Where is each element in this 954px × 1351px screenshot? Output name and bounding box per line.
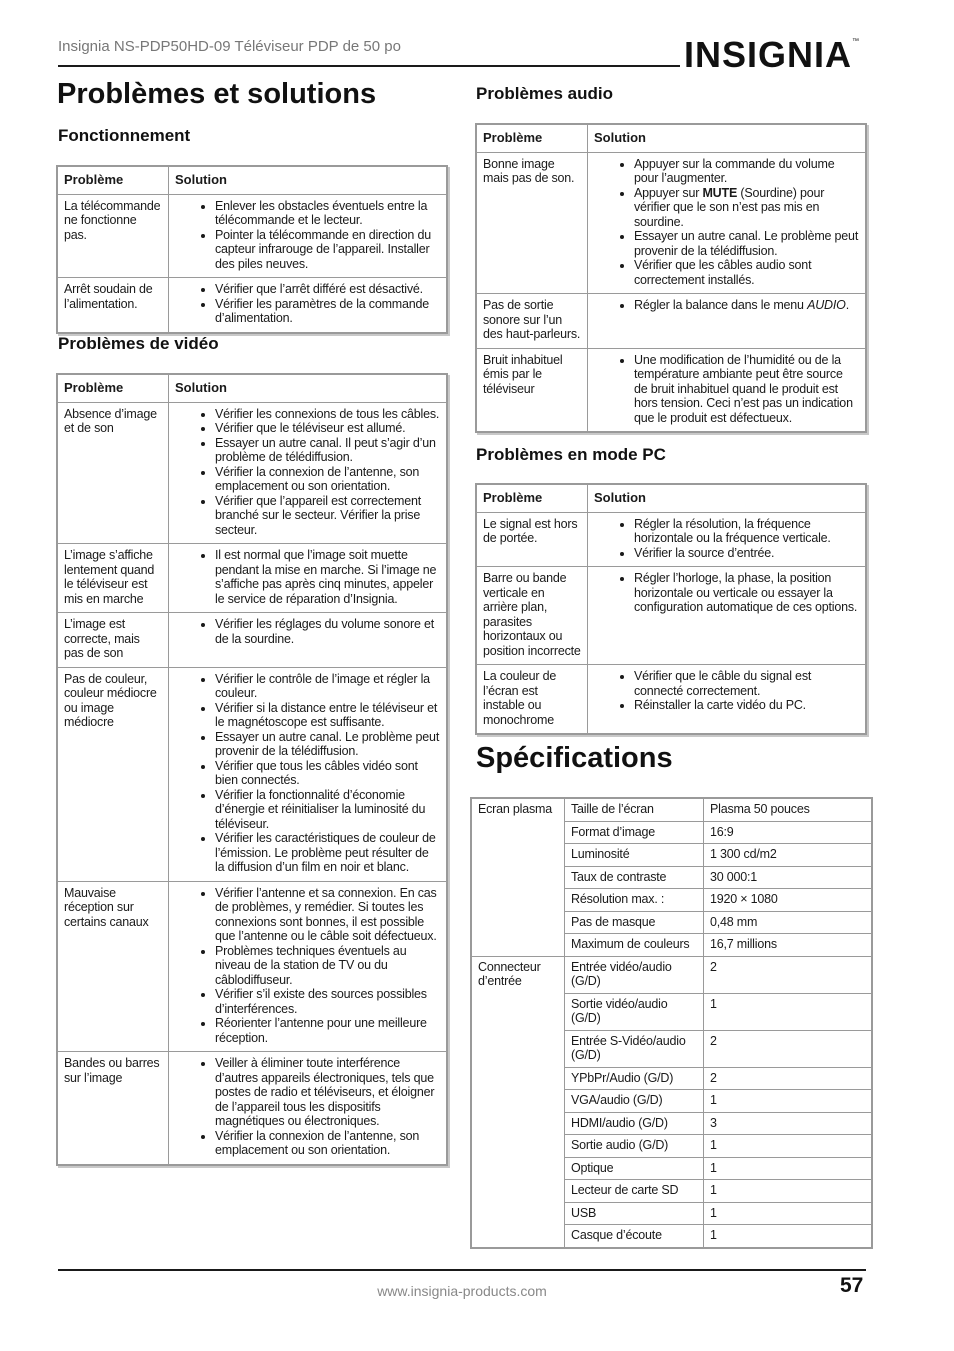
solution-item: • Veiller à éliminer toute interférence d’autres appareils électroniques, tels que postes de radio et téléviseurs, et éloigner de l’appareil tous les dispositifs magnétiques ou électroniques. — [215, 1056, 440, 1129]
solution-item: • Régler la balance dans le menu AUDIO. — [634, 298, 859, 313]
solution-cell — [169, 881, 448, 1052]
table-row — [57, 881, 447, 1052]
solution-item: • Vérifier que l’appareil est correctement branché sur le secteur. Vérifier la prise secteur. — [215, 494, 440, 538]
solution-cell — [169, 402, 448, 544]
solution-list — [594, 353, 859, 426]
spec-label: Sortie audio (G/D) — [565, 1135, 704, 1158]
solution-item: • Vérifier que les câbles audio sont correctement installés. — [634, 258, 859, 287]
spec-label: HDMI/audio (G/D) — [565, 1112, 704, 1135]
table-row — [57, 402, 447, 544]
solution-item: • Essayer un autre canal. Le problème peut provenir de la télédiffusion. — [634, 229, 859, 258]
solution-item: • Vérifier la source d’entrée. — [634, 546, 859, 561]
table-row — [57, 1052, 447, 1165]
solution-cell — [588, 512, 867, 567]
spec-value: 1 — [704, 993, 873, 1030]
spec-label: Lecteur de carte SD — [565, 1180, 704, 1203]
spec-label: Pas de masque — [565, 911, 704, 934]
solution-header: Solution — [588, 124, 867, 152]
trademark-mark: ™ — [852, 38, 861, 45]
solution-item: • Il est normal que l’image soit muette pendant la mise en marche. Si l’image ne s’affiche pas après cinq minutes, appeler le service de réparation d’Insignia. — [215, 548, 440, 606]
table-row — [476, 348, 866, 432]
table-audio — [475, 123, 867, 433]
solution-list — [175, 548, 440, 606]
solution-item: • Vérifier la connexion de l’antenne, son emplacement ou son orientation. — [215, 465, 440, 494]
solution-item: • Vérifier les caractéristiques de couleur de l’émission. Le problème peut résulter de la diffusion d’un film en noir et blanc. — [215, 831, 440, 875]
table-header-row — [476, 124, 866, 152]
spec-value: 3 — [704, 1112, 873, 1135]
table-video — [56, 373, 448, 1166]
page-number: 57 — [840, 1274, 864, 1297]
problem-header: Problème — [57, 374, 169, 402]
footer-url[interactable]: www.insignia-products.com — [377, 1283, 547, 1299]
table-pc — [475, 483, 867, 735]
solution-item: • Régler la résolution, la fréquence horizontale ou la fréquence verticale. — [634, 517, 859, 546]
solution-item: • Régler l’horloge, la phase, la position horizontale ou verticale ou essayer la configuration automatique de ces options. — [634, 571, 859, 615]
spec-label: Sortie vidéo/audio (G/D) — [565, 993, 704, 1030]
solution-header: Solution — [169, 374, 448, 402]
solution-list — [594, 517, 859, 561]
running-header: Insignia NS-PDP50HD-09 Téléviseur PDP de 50 po — [58, 38, 401, 55]
problem-header: Problème — [476, 484, 588, 512]
spec-value: 1 — [704, 1090, 873, 1113]
solution-cell — [169, 194, 448, 278]
solution-list — [594, 571, 859, 615]
spec-value: 1 — [704, 1135, 873, 1158]
solution-item: • Vérifier si la distance entre le téléviseur et le magnétoscope est suffisante. — [215, 701, 440, 730]
solution-list — [594, 157, 859, 288]
solution-cell — [169, 278, 448, 333]
solution-item: • Vérifier que le téléviseur est allumé. — [215, 421, 440, 436]
solution-cell — [588, 348, 867, 432]
spec-value: 0,48 mm — [704, 911, 873, 934]
solution-item: • Vérifier que le câble du signal est connecté correctement. — [634, 669, 859, 698]
spec-label: Résolution max. : — [565, 889, 704, 912]
solution-item: • Vérifier la connexion de l’antenne, son emplacement ou son orientation. — [215, 1129, 440, 1158]
solution-list — [175, 407, 440, 538]
problem-cell: La couleur de l’écran est instable ou monochrome — [476, 665, 588, 735]
problem-cell: Arrêt soudain de l’alimentation. — [57, 278, 169, 333]
solution-item: • Vérifier les réglages du volume sonore et de la sourdine. — [215, 617, 440, 646]
solution-list — [175, 617, 440, 646]
solution-list — [175, 886, 440, 1046]
table-row — [476, 152, 866, 294]
solution-list — [175, 199, 440, 272]
spec-category: Ecran plasma — [471, 798, 565, 956]
spec-value: 1 300 cd/m2 — [704, 844, 873, 867]
problem-cell: Bandes ou barres sur l’image — [57, 1052, 169, 1165]
solution-item: • Vérifier le contrôle de l’image et régler la couleur. — [215, 672, 440, 701]
footer-rule — [58, 1269, 866, 1271]
problem-cell: Pas de sortie sonore sur l’un des haut-parleurs. — [476, 294, 588, 349]
solution-item: • Réinstaller la carte vidéo du PC. — [634, 698, 859, 713]
solution-item: • Enlever les obstacles éventuels entre la télécommande et le lecteur. — [215, 199, 440, 228]
table-row — [57, 613, 447, 668]
heading-video: Problèmes de vidéo — [58, 334, 219, 353]
solution-item: • Essayer un autre canal. Le problème peut provenir de la télédiffusion. — [215, 730, 440, 759]
table-header-row — [57, 374, 447, 402]
spec-value: 2 — [704, 1030, 873, 1067]
spec-value: 16,7 millions — [704, 934, 873, 957]
spec-value: 1 — [704, 1225, 873, 1248]
solution-cell — [588, 294, 867, 349]
spec-label: Luminosité — [565, 844, 704, 867]
spec-label: Format d’image — [565, 821, 704, 844]
spec-label: USB — [565, 1202, 704, 1225]
problem-cell: L’image est correcte, mais pas de son — [57, 613, 169, 668]
solution-list — [175, 672, 440, 875]
table-header-row — [57, 166, 447, 194]
spec-label: Taille de l’écran — [565, 798, 704, 821]
table-row — [476, 294, 866, 349]
heading-audio: Problèmes audio — [476, 84, 613, 103]
solution-item: • Réorienter l’antenne pour une meilleure réception. — [215, 1016, 440, 1045]
solution-item: • Pointer la télécommande en direction du capteur infrarouge de l’appareil. Installer des piles neuves. — [215, 228, 440, 272]
table-fonctionnement — [56, 165, 448, 334]
problem-cell: Bruit inhabituel émis par le téléviseur — [476, 348, 588, 432]
table-row — [476, 567, 866, 665]
spec-row — [471, 956, 872, 993]
solution-item: • Problèmes techniques éventuels au niveau de la station de TV ou du câblodiffuseur. — [215, 944, 440, 988]
solution-cell — [169, 544, 448, 613]
spec-value: 2 — [704, 1067, 873, 1090]
header-rule — [58, 65, 680, 67]
problem-cell: Bonne image mais pas de son. — [476, 152, 588, 294]
solution-list — [175, 282, 440, 326]
spec-label: Taux de contraste — [565, 866, 704, 889]
spec-label: Casque d’écoute — [565, 1225, 704, 1248]
solution-header: Solution — [169, 166, 448, 194]
problem-header: Problème — [57, 166, 169, 194]
spec-row — [471, 798, 872, 821]
solution-item: • Appuyer sur la commande du volume pour l’augmenter. — [634, 157, 859, 186]
spec-value: 30 000:1 — [704, 866, 873, 889]
spec-value: 1 — [704, 1157, 873, 1180]
spec-label: Entrée S-Vidéo/audio (G/D) — [565, 1030, 704, 1067]
solution-cell — [588, 152, 867, 294]
spec-label: Optique — [565, 1157, 704, 1180]
spec-value: 1920 × 1080 — [704, 889, 873, 912]
problem-header: Problème — [476, 124, 588, 152]
solution-list — [594, 669, 859, 713]
solution-item: • Appuyer sur MUTE (Sourdine) pour vérifier que le son n’est pas mis en sourdine. — [634, 186, 859, 230]
page-title: Problèmes et solutions — [57, 78, 377, 110]
problem-cell: Barre ou bande verticale en arrière plan, parasites horizontaux ou position incorrecte — [476, 567, 588, 665]
spec-label: Entrée vidéo/audio (G/D) — [565, 956, 704, 993]
solution-item: • Vérifier les paramètres de la commande d’alimentation. — [215, 297, 440, 326]
solution-cell — [169, 667, 448, 881]
solution-item: • Vérifier les connexions de tous les câbles. — [215, 407, 440, 422]
heading-fonctionnement: Fonctionnement — [58, 126, 191, 145]
table-specifications — [470, 797, 873, 1249]
solution-cell — [169, 613, 448, 668]
solution-item: • Vérifier que tous les câbles vidéo sont bien connectés. — [215, 759, 440, 788]
table-row — [57, 667, 447, 881]
problem-cell: Absence d’image et de son — [57, 402, 169, 544]
problem-cell: La télécommande ne fonctionne pas. — [57, 194, 169, 278]
problem-cell: Mauvaise réception sur certains canaux — [57, 881, 169, 1052]
solution-list — [175, 1056, 440, 1158]
spec-label: Maximum de couleurs — [565, 934, 704, 957]
problem-cell: L’image s’affiche lentement quand le téléviseur est mis en marche — [57, 544, 169, 613]
spec-value: Plasma 50 pouces — [704, 798, 873, 821]
solution-item: • Vérifier que l’arrêt différé est désactivé. — [215, 282, 440, 297]
table-header-row — [476, 484, 866, 512]
spec-value: 1 — [704, 1180, 873, 1203]
solution-cell — [588, 665, 867, 735]
solution-item: • Vérifier la fonctionnalité d’économie d’énergie et réinitialiser la luminosité du téléviseur. — [215, 788, 440, 832]
problem-cell: Le signal est hors de portée. — [476, 512, 588, 567]
solution-cell — [169, 1052, 448, 1165]
spec-value: 16:9 — [704, 821, 873, 844]
table-row — [57, 278, 447, 333]
problem-cell: Pas de couleur, couleur médiocre ou image médiocre — [57, 667, 169, 881]
table-row — [476, 665, 866, 735]
heading-pc: Problèmes en mode PC — [476, 445, 666, 464]
solution-item: • Une modification de l’humidité ou de la température ambiante peut être source de bruit inhabituel quand le produit est hors tension. Ceci n’est pas un indication que le produit est défectueux. — [634, 353, 859, 426]
brand-wordmark: INSIGNIA — [684, 34, 853, 75]
solution-header: Solution — [588, 484, 867, 512]
solution-item: • Vérifier l’antenne et sa connexion. En cas de problèmes, y remédier. Si toutes les connexions sont bonnes, il est possible que l’antenne ou le câble soit défectueux. — [215, 886, 440, 944]
solution-list — [594, 298, 859, 313]
spec-label: YPbPr/Audio (G/D) — [565, 1067, 704, 1090]
table-row — [57, 194, 447, 278]
table-row — [57, 544, 447, 613]
spec-value: 1 — [704, 1202, 873, 1225]
spec-value: 2 — [704, 956, 873, 993]
spec-category: Connecteur d’entrée — [471, 956, 565, 1248]
solution-item: • Essayer un autre canal. Il peut s’agir d’un problème de télédiffusion. — [215, 436, 440, 465]
spec-label: VGA/audio (G/D) — [565, 1090, 704, 1113]
specs-title: Spécifications — [476, 742, 673, 774]
solution-cell — [588, 567, 867, 665]
solution-item: • Vérifier s’il existe des sources possibles d’interférences. — [215, 987, 440, 1016]
brand-logo — [684, 34, 860, 76]
table-row — [476, 512, 866, 567]
